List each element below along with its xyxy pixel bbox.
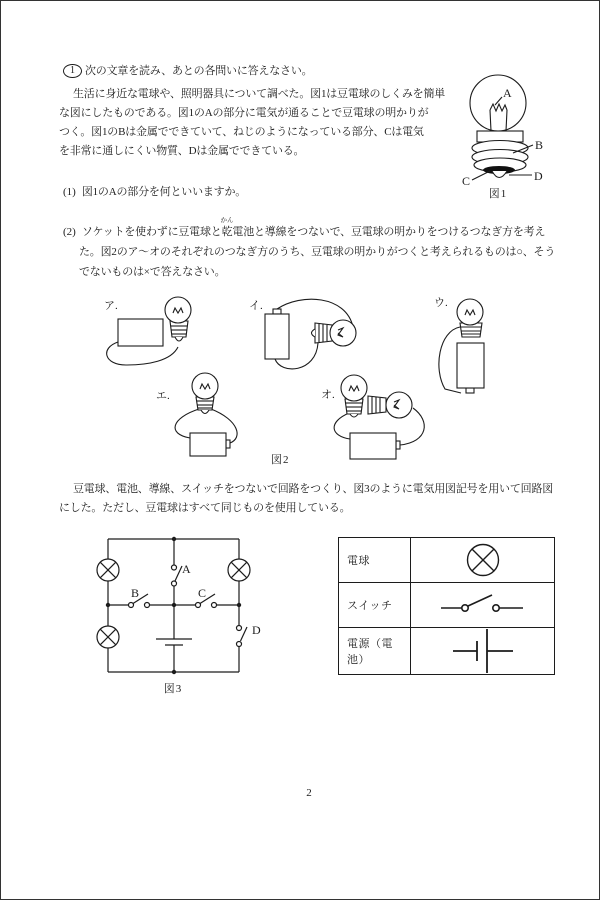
circuit-text-line-1: 豆電球、電池、導線、スイッチをつないで回路をつくり、図3のように電気用図記号を用いて回路図 xyxy=(73,483,554,495)
question-2-line-3: でないものは×で答えなさい。 xyxy=(79,266,226,278)
question-number-badge: 1 xyxy=(63,64,82,78)
figure1-bulb-diagram xyxy=(451,64,581,209)
question-2-line-1 xyxy=(63,217,546,240)
bulb-globe xyxy=(192,373,218,399)
bulb-symbol-right-top xyxy=(228,559,250,581)
intro-line-1: 生活に身近な電球や、照明器具について調べた。図1は豆電球のしくみを簡単 xyxy=(73,88,446,100)
switch-c-terminal xyxy=(196,603,201,608)
fig2-option-c-label: ウ. xyxy=(434,297,448,309)
junction-dot xyxy=(172,537,176,541)
fig1-label-b: B xyxy=(535,138,544,152)
switch-a-terminal xyxy=(172,565,177,570)
switch-d-terminal xyxy=(237,626,242,631)
figure3-circuit-diagram xyxy=(89,529,299,701)
fig3-switch-a-label: A xyxy=(182,562,191,576)
battery-symbol-icon xyxy=(451,628,515,674)
fig1-label-d: D xyxy=(534,169,543,183)
question-2-text: ソケットを使わずに豆電球と xyxy=(81,226,222,238)
battery xyxy=(118,319,163,346)
question-heading xyxy=(63,64,312,79)
fig3-switch-d-label: D xyxy=(252,623,261,637)
fig2-option-e-label: オ. xyxy=(321,389,335,401)
ruby-base: 乾 xyxy=(221,226,233,238)
bulb1-globe xyxy=(341,375,367,401)
switch-symbol-icon xyxy=(441,592,525,618)
bulb-globe xyxy=(165,297,191,323)
bulb-globe xyxy=(330,320,356,346)
fig3-switch-c-label: C xyxy=(198,586,207,600)
battery xyxy=(350,433,396,459)
fig2-option-b-label: イ. xyxy=(249,300,263,312)
bulb-symbol-left-top xyxy=(97,559,119,581)
bulb-globe xyxy=(470,75,526,131)
furigana: かん xyxy=(220,217,234,224)
question-2-text-cont: 電池と導線をつないで、豆電球の明かりをつけるつなぎ方を考え xyxy=(232,226,546,238)
intro-line-4: を非常に通しにくい物質、Dは金属でできている。 xyxy=(59,145,305,157)
question-2-line-2: た。図2のア～オのそれぞれのつなぎ方のうち、豆電球の明かりがつくと考えられるものは○、そう xyxy=(79,246,556,258)
fig1-label-c: C xyxy=(462,174,471,188)
bulb-symbol-left-bottom xyxy=(97,626,119,648)
fig1-label-a: A xyxy=(503,86,512,100)
legend-row-switch xyxy=(339,583,554,628)
symbol-legend-table xyxy=(338,537,555,675)
question-1-text: 図1のAの部分を何といいますか。 xyxy=(81,186,247,198)
intro-line-2: な図にしたものである。図1のAの部分に電気が通ることで豆電球の明かりが xyxy=(59,107,429,119)
circuit-text-line-2: にした。ただし、豆電球はすべて同じものを使用している。 xyxy=(59,502,351,514)
legend-label-switch: スイッチ xyxy=(339,583,411,627)
legend-label-battery: 電源（電池） xyxy=(339,628,411,674)
bulb-contact-tip xyxy=(492,171,507,178)
battery xyxy=(190,433,226,456)
fig2-option-a-label: ア. xyxy=(104,300,118,312)
battery-terminal xyxy=(466,388,474,393)
battery-terminal xyxy=(396,441,400,449)
figure2-option-d-diagram xyxy=(151,376,246,464)
figure2-option-e-diagram xyxy=(316,376,434,468)
figure2-option-a-diagram xyxy=(96,293,201,378)
figure2-option-c-diagram xyxy=(431,289,516,401)
switch-b-terminal xyxy=(129,603,134,608)
fig3-caption: 図3 xyxy=(163,683,183,695)
bulb2-base xyxy=(368,396,386,414)
bulb-globe xyxy=(457,299,483,325)
question-heading-text: 次の文章を読み、あとの各問いに答えなさい。 xyxy=(85,65,313,77)
legend-row-battery xyxy=(339,628,554,674)
question-1-label: (1) xyxy=(63,186,76,198)
question-1 xyxy=(63,185,246,200)
intro-line-3: つく。図1のBは金属でできていて、ねじのようになっている部分、Cは電気 xyxy=(59,126,424,138)
bulb2-globe xyxy=(386,392,412,418)
battery xyxy=(457,343,484,388)
page-number: 2 xyxy=(306,787,312,799)
question-2-label: (2) xyxy=(63,226,76,238)
battery-terminal xyxy=(273,309,281,314)
pointer-line-c xyxy=(472,171,490,180)
fig2-caption: 図2 xyxy=(271,454,290,466)
ruby-kanji xyxy=(220,217,234,240)
battery-terminal xyxy=(226,440,230,448)
fig1-caption: 図1 xyxy=(488,188,508,200)
figure2-option-b-diagram xyxy=(246,293,364,378)
legend-label-bulb: 電球 xyxy=(339,538,411,582)
legend-row-bulb xyxy=(339,538,554,583)
wire-left xyxy=(334,413,350,439)
fig2-option-d-label: エ. xyxy=(156,390,170,402)
battery xyxy=(265,314,289,359)
bulb-symbol-icon xyxy=(465,542,501,578)
fig3-switch-b-label: B xyxy=(131,586,140,600)
